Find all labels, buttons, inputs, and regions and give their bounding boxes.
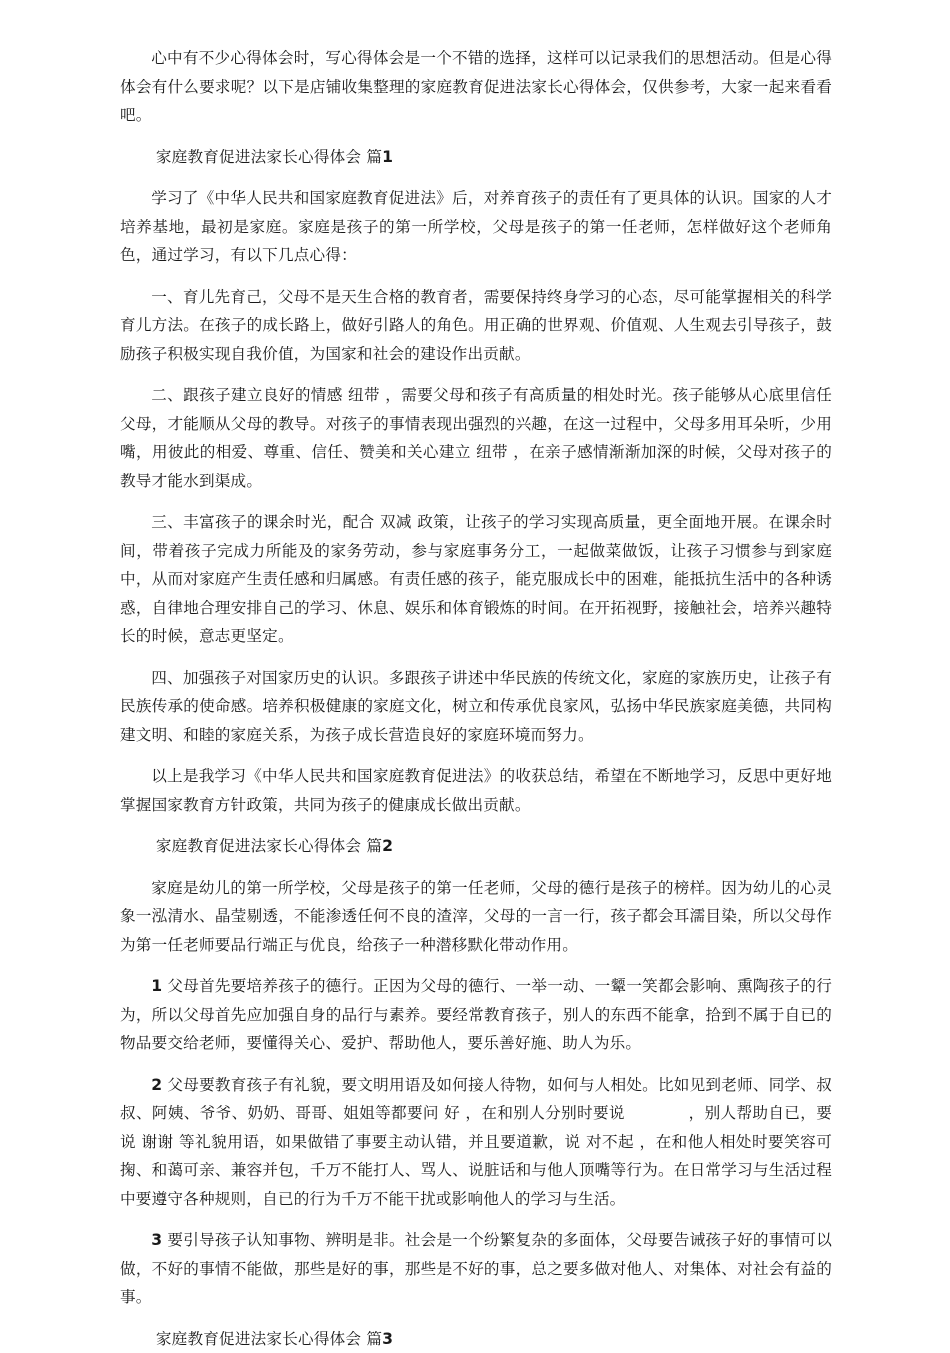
section1-paragraph-2: 一、育儿先育己，父母不是天生合格的教育者，需要保持终身学习的心态，尽可能掌握相关的科学育儿方法。在孩子的成长路上，做好引路人的角色。用正确的世界观、价值观、人生观去引导孩子，鼓励孩子积极实现自我价值，为国家和社会的建设作出贡献。 <box>120 283 832 369</box>
item-number: 3 <box>151 1231 162 1249</box>
item-number: 2 <box>151 1076 162 1094</box>
section1-paragraph-4: 三、丰富孩子的课余时光，配合 双减 政策，让孩子的学习实现高质量，更全面地开展。在课余时间，带着孩子完成力所能及的家务劳动，参与家庭事务分工，一起做菜做饭，让孩子习惯参与到家庭中，从而对家庭产生责任感和归属感。有责任感的孩子，能克服成长中的困难，能抵抗生活中的各种诱惑，自律地合理安排自己的学习、休息、娱乐和体育锻炼的时间。在开拓视野，接触社会，培养兴趣特长的时候，意志更坚定。 <box>120 508 832 651</box>
section-heading-number: 2 <box>382 837 393 855</box>
section-heading-text: 家庭教育促进法家长心得体会 篇 <box>156 1330 382 1348</box>
section-heading-text: 家庭教育促进法家长心得体会 篇 <box>156 837 382 855</box>
section1-paragraph-6: 以上是我学习《中华人民共和国家庭教育促进法》的收获总结，希望在不断地学习，反思中更好地掌握国家教育方针政策，共同为孩子的健康成长做出贡献。 <box>120 762 832 819</box>
section2-paragraph-3 <box>120 1071 832 1214</box>
section1-paragraph-3: 二、跟孩子建立良好的情感 纽带 ，需要父母和孩子有高质量的相处时光。孩子能够从心底里信任父母，才能顺从父母的教导。对孩子的事情表现出强烈的兴趣，在这一过程中，父母多用耳朵听，少用嘴，用彼此的相爱、尊重、信任、赞美和关心建立 纽带 ，在亲子感情渐渐加深的时候，父母对孩子的教导才能水到渠成。 <box>120 381 832 495</box>
section-heading-2 <box>120 832 832 861</box>
section1-paragraph-1: 学习了《中华人民共和国家庭教育促进法》后，对养育孩子的责任有了更具体的认识。国家的人才培养基地，最初是家庭。家庭是孩子的第一所学校，父母是孩子的第一任老师，怎样做好这个老师角色，通过学习，有以下几点心得： <box>120 184 832 270</box>
intro-paragraph: 心中有不少心得体会时，写心得体会是一个不错的选择，这样可以记录我们的思想活动。但是心得体会有什么要求呢？以下是店铺收集整理的家庭教育促进法家长心得体会，仅供参考，大家一起来看看吧。 <box>120 44 832 130</box>
item-number: 1 <box>151 977 162 995</box>
item-text: 要引导孩子认知事物、辨明是非。社会是一个纷繁复杂的多面体，父母要告诫孩子好的事情可以做，不好的事情不能做，那些是好的事，那些是不好的事，总之要多做对他人、对集体、对社会有益的事。 <box>120 1231 832 1306</box>
section-heading-1 <box>120 143 832 172</box>
section-heading-number: 1 <box>382 148 393 166</box>
section-heading-number: 3 <box>382 1330 393 1348</box>
section1-paragraph-5: 四、加强孩子对国家历史的认识。多跟孩子讲述中华民族的传统文化，家庭的家族历史，让孩子有民族传承的使命感。培养积极健康的家庭文化，树立和传承优良家风，弘扬中华民族家庭美德，共同构建文明、和睦的家庭关系，为孩子成长营造良好的家庭环境而努力。 <box>120 664 832 750</box>
section-heading-text: 家庭教育促进法家长心得体会 篇 <box>156 148 382 166</box>
item-text: 父母首先要培养孩子的德行。正因为父母的德行、一举一动、一颦一笑都会影响、熏陶孩子的行为，所以父母首先应加强自身的品行与素养。要经常教育孩子，别人的东西不能拿，拾到不属于自已的物品要交给老师，要懂得关心、爱护、帮助他人，要乐善好施、助人为乐。 <box>120 977 832 1052</box>
section-heading-3 <box>120 1325 832 1353</box>
section2-paragraph-2 <box>120 972 832 1058</box>
item-text: 父母要教育孩子有礼貌，要文明用语及如何接人待物，如何与人相处。比如见到老师、同学、叔叔、阿姨、爷爷、奶奶、哥哥、姐姐等都要问 好 ，在和别人分别时要说 ，别人帮助自已，要说 谢谢 等礼貌用语，如果做错了事要主动认错，并且要道歉，说 对不起 ，在和他人相处时要笑容可掬、和蔼可亲、兼容并包，千万不能打人、骂人、说脏话和与他人顶嘴等行为。在日常学习与生活过程中要遵守各种规则，自已的行为千万不能干扰或影响他人的学习与生活。 <box>120 1076 832 1208</box>
section2-paragraph-1: 家庭是幼儿的第一所学校，父母是孩子的第一任老师，父母的德行是孩子的榜样。因为幼儿的心灵象一泓清水、晶莹剔透，不能渗透任何不良的渣滓，父母的一言一行，孩子都会耳濡目染，所以父母作为第一任老师要品行端正与优良，给孩子一种潜移默化带动作用。 <box>120 874 832 960</box>
section2-paragraph-4 <box>120 1226 832 1312</box>
